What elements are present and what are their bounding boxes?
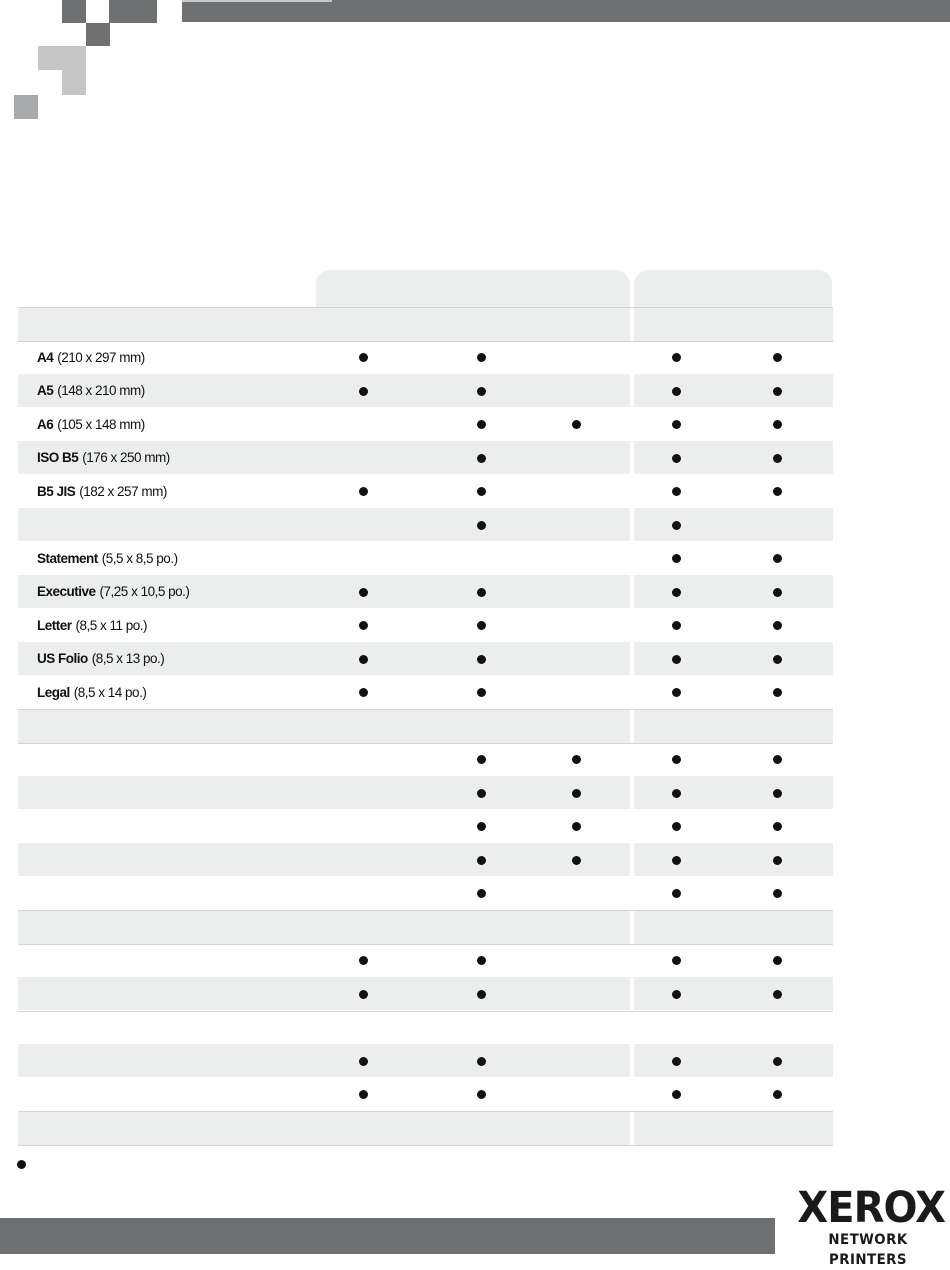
row-background — [634, 441, 833, 474]
support-dot — [359, 1090, 368, 1099]
support-dot — [773, 1090, 782, 1099]
support-dot — [477, 822, 486, 831]
support-dot — [572, 420, 581, 429]
row-background — [634, 1112, 833, 1145]
support-dot — [672, 554, 681, 563]
paper-size-dimensions: (148 x 210 mm) — [57, 383, 145, 398]
support-dot — [359, 990, 368, 999]
support-dot — [477, 1090, 486, 1099]
support-dot — [672, 889, 681, 898]
column-group-header-2 — [634, 270, 832, 307]
support-dot — [773, 353, 782, 362]
support-dot — [773, 789, 782, 798]
support-dot — [773, 889, 782, 898]
support-dot — [672, 621, 681, 630]
row-background — [634, 776, 833, 809]
row-background — [18, 776, 630, 809]
support-dot — [773, 1057, 782, 1066]
paper-size-name: Statement — [37, 550, 98, 566]
row-background — [634, 508, 833, 541]
support-dot — [477, 521, 486, 530]
support-dot — [672, 1090, 681, 1099]
support-dot — [672, 521, 681, 530]
table-row — [18, 810, 833, 843]
table-row — [18, 1044, 833, 1077]
support-dot — [773, 990, 782, 999]
table-row — [18, 475, 833, 508]
support-dot — [359, 956, 368, 965]
footer-bar — [0, 1218, 775, 1254]
support-dot — [672, 353, 681, 362]
support-dot — [773, 755, 782, 764]
support-dot — [477, 420, 486, 429]
paper-size-dimensions: (105 x 148 mm) — [57, 416, 145, 432]
support-dot — [359, 1057, 368, 1066]
paper-size-label — [37, 441, 170, 474]
support-dot — [672, 1057, 681, 1066]
paper-size-dimensions: (7,25 x 10,5 po.) — [99, 584, 190, 599]
table-row — [18, 441, 833, 474]
paper-size-dimensions: (176 x 250 mm) — [82, 450, 170, 465]
decor-square-6 — [14, 95, 38, 119]
support-dot — [477, 755, 486, 764]
row-background — [634, 575, 833, 608]
support-dot — [672, 990, 681, 999]
table-row — [18, 508, 833, 541]
support-dot — [672, 588, 681, 597]
paper-size-name: A5 — [37, 383, 54, 398]
support-dot — [477, 588, 486, 597]
support-dot — [572, 755, 581, 764]
paper-size-label — [37, 575, 189, 608]
paper-size-name: Legal — [37, 684, 70, 700]
support-dot — [477, 353, 486, 362]
support-dot — [773, 655, 782, 664]
support-dot — [477, 789, 486, 798]
column-group-header-1 — [316, 270, 630, 307]
table-row — [18, 977, 833, 1010]
paper-size-label — [37, 609, 147, 642]
support-dot — [477, 621, 486, 630]
support-dot — [477, 454, 486, 463]
support-dot — [773, 688, 782, 697]
support-dot — [773, 420, 782, 429]
support-dot — [572, 789, 581, 798]
support-dot — [672, 789, 681, 798]
support-dot — [477, 956, 486, 965]
support-dot — [477, 856, 486, 865]
row-background — [18, 843, 630, 876]
paper-size-name: ISO B5 — [37, 450, 79, 465]
support-dot — [773, 387, 782, 396]
row-background — [18, 977, 630, 1010]
support-dot — [359, 588, 368, 597]
table-row — [18, 642, 833, 675]
support-dot — [672, 454, 681, 463]
paper-size-dimensions: (5,5 x 8,5 po.) — [101, 550, 178, 566]
support-dot — [359, 387, 368, 396]
paper-size-label — [37, 542, 178, 575]
support-dot — [359, 655, 368, 664]
paper-size-name: B5 JIS — [37, 483, 76, 499]
support-dot — [773, 621, 782, 630]
table-row — [18, 374, 833, 407]
legend-bullet — [17, 1160, 26, 1169]
support-dot — [672, 387, 681, 396]
support-dot — [672, 755, 681, 764]
table-row — [18, 1078, 833, 1111]
row-background — [634, 308, 833, 341]
row-background — [18, 710, 630, 743]
support-dot — [477, 1057, 486, 1066]
table-row — [18, 408, 833, 441]
support-dot — [359, 621, 368, 630]
table-row — [18, 676, 833, 709]
support-dot — [672, 822, 681, 831]
support-dot — [672, 688, 681, 697]
decor-square-3 — [86, 23, 110, 46]
support-dot — [672, 856, 681, 865]
support-dot — [572, 856, 581, 865]
row-background — [18, 1044, 630, 1077]
paper-size-dimensions: (8,5 x 11 po.) — [75, 617, 148, 633]
row-background — [18, 911, 630, 944]
paper-size-name: US Folio — [37, 651, 88, 666]
paper-size-name: Executive — [37, 584, 96, 599]
paper-size-name: Letter — [37, 617, 72, 633]
support-dot — [477, 688, 486, 697]
row-background — [18, 1112, 630, 1145]
support-dot — [359, 353, 368, 362]
paper-size-label — [37, 374, 145, 407]
support-dot — [672, 420, 681, 429]
paper-size-label — [37, 475, 167, 508]
paper-size-label — [37, 676, 146, 709]
row-background — [634, 374, 833, 407]
row-background — [18, 508, 630, 541]
xerox-logo — [792, 1183, 946, 1270]
table-row — [18, 542, 833, 575]
logo-brand: XEROX — [797, 1183, 946, 1233]
support-dot — [359, 688, 368, 697]
table-row — [18, 575, 833, 608]
paper-size-dimensions: (8,5 x 14 po.) — [73, 684, 147, 700]
row-background — [634, 977, 833, 1010]
paper-size-name: A6 — [37, 416, 54, 432]
logo-subtitle: NETWORK PRINTERS — [828, 1232, 908, 1268]
table-section-row — [18, 1111, 833, 1146]
support-dot — [477, 990, 486, 999]
support-dot — [477, 387, 486, 396]
support-dot — [477, 655, 486, 664]
paper-size-dimensions: (210 x 297 mm) — [57, 349, 145, 365]
support-dot — [773, 956, 782, 965]
row-background — [18, 308, 630, 341]
header-bar — [182, 0, 950, 22]
support-dot — [359, 487, 368, 496]
decor-square-5 — [62, 70, 86, 95]
row-background — [634, 710, 833, 743]
support-dot — [773, 454, 782, 463]
support-dot — [477, 889, 486, 898]
support-dot — [773, 856, 782, 865]
support-dot — [672, 655, 681, 664]
support-dot — [572, 822, 581, 831]
row-background — [634, 1044, 833, 1077]
support-dot — [672, 956, 681, 965]
table-row — [18, 743, 833, 776]
table-row — [18, 609, 833, 642]
paper-size-label — [37, 408, 145, 441]
support-dot — [773, 822, 782, 831]
row-background — [634, 642, 833, 675]
decor-square-4 — [38, 46, 86, 70]
support-dot — [773, 588, 782, 597]
decor-square-2 — [109, 0, 157, 23]
header-bar-accent — [182, 0, 332, 2]
paper-size-dimensions: (182 x 257 mm) — [79, 483, 167, 499]
row-background — [634, 843, 833, 876]
table-section-row — [18, 709, 833, 744]
decor-square-1 — [62, 0, 86, 23]
table-row — [18, 944, 833, 977]
paper-size-label — [37, 341, 145, 374]
table-section-row — [18, 1011, 833, 1045]
support-dot — [773, 554, 782, 563]
table-row — [18, 843, 833, 876]
paper-size-dimensions: (8,5 x 13 po.) — [91, 651, 165, 666]
paper-size-label — [37, 642, 164, 675]
row-background — [634, 911, 833, 944]
table-section-row — [18, 910, 833, 945]
paper-size-name: A4 — [37, 349, 54, 365]
support-dot — [773, 487, 782, 496]
table-row — [18, 877, 833, 910]
support-dot — [672, 487, 681, 496]
support-dot — [477, 487, 486, 496]
table-row — [18, 776, 833, 809]
table-section-row — [18, 307, 833, 342]
table-row — [18, 341, 833, 374]
